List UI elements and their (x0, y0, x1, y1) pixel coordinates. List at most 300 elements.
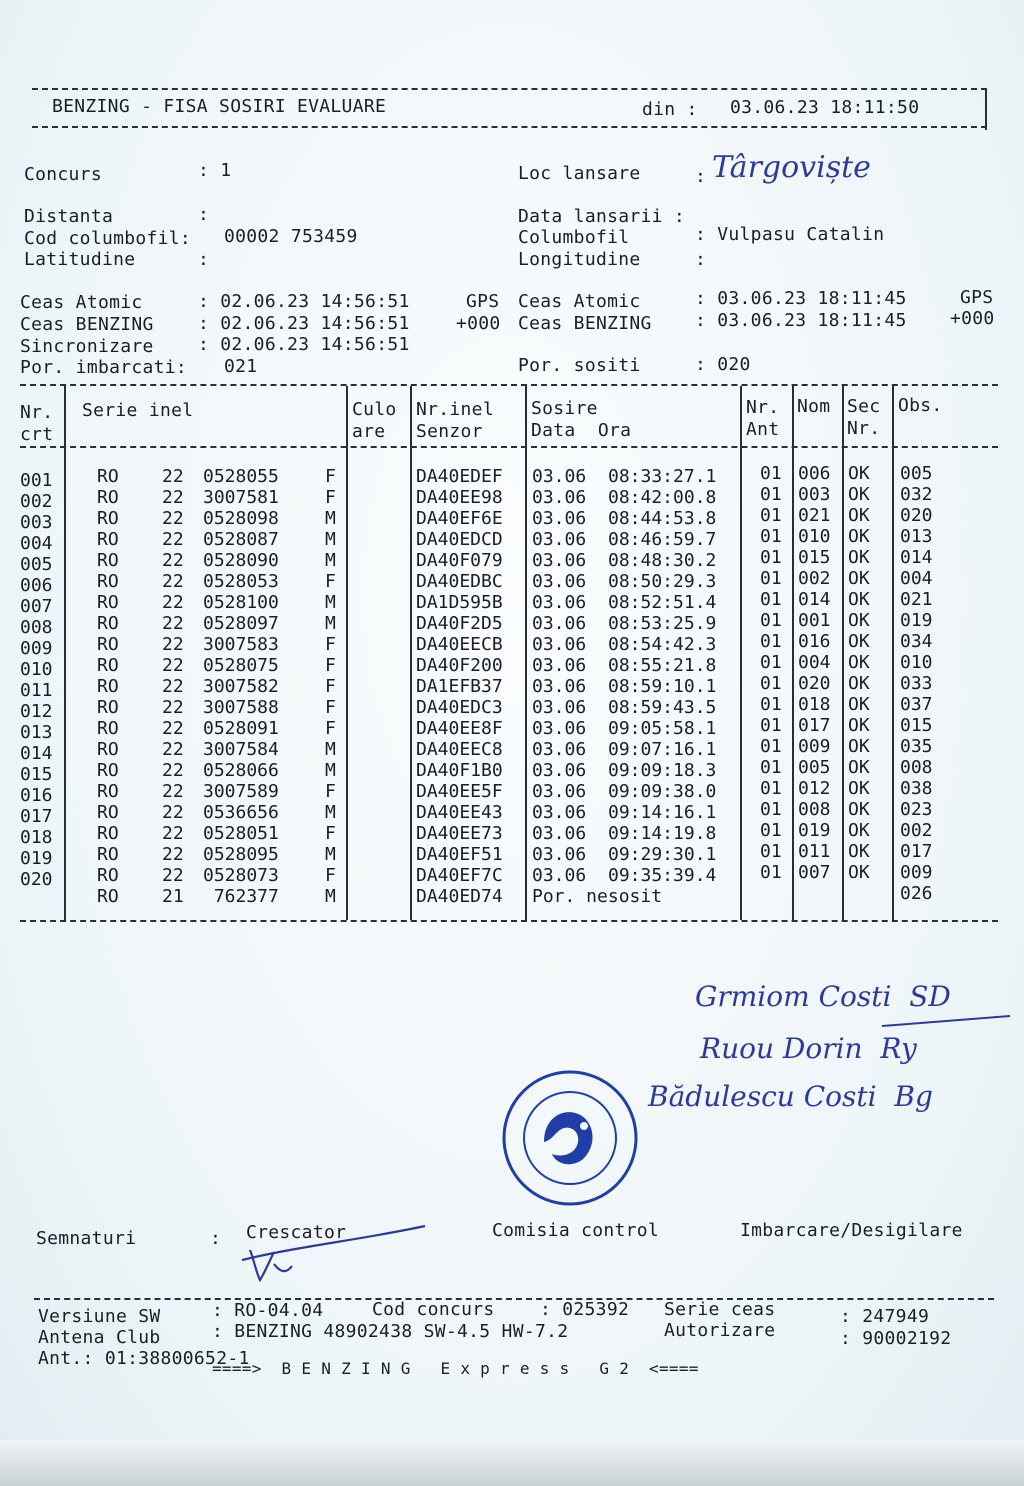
row-an: 22 (162, 823, 184, 844)
row-nr: 017 (20, 806, 53, 827)
row-ant: 01 (760, 547, 782, 568)
header-senzor: Senzor (416, 421, 483, 442)
row-obs: 038 (900, 778, 933, 799)
row-nr: 014 (20, 743, 53, 764)
row-nom: 010 (798, 526, 831, 547)
row-senzor: DA40F1B0 (416, 760, 503, 781)
row-sex: M (325, 508, 336, 529)
row-an: 22 (162, 865, 184, 886)
longitudine-label: Longitudine (518, 249, 641, 270)
versiune-sw-value: : RO-04.04 (212, 1300, 324, 1321)
row-ora: 09:14:19.8 (608, 823, 717, 844)
ceas-benzing-suffix-right: +000 (950, 308, 995, 329)
ceas-benzing-label-right: Ceas BENZING (518, 313, 652, 334)
row-nom: 011 (798, 841, 831, 862)
header-are: are (352, 421, 386, 442)
por-sositi-value: : 020 (695, 354, 751, 375)
row-obs: 005 (900, 463, 933, 484)
row-an: 22 (162, 487, 184, 508)
ceas-benzing-value-right: : 03.06.23 18:11:45 (695, 310, 907, 331)
row-sec: OK (848, 568, 870, 589)
columbofil-value: : Vulpasu Catalin (695, 224, 885, 245)
row-tara: RO (97, 886, 119, 907)
row-senzor: DA1D595B (416, 592, 503, 613)
por-imbarcati-value: 021 (224, 356, 258, 377)
imbarcare-label: Imbarcare/Desigilare (740, 1220, 963, 1241)
ceas-atomic-value-right: : 03.06.23 18:11:45 (695, 288, 907, 309)
row-senzor: DA40ED74 (416, 886, 503, 907)
row-inel: 3007589 (203, 781, 279, 802)
antena-club-value: : BENZING 48902438 SW-4.5 HW-7.2 (212, 1321, 569, 1342)
row-data: 03.06 (532, 655, 587, 676)
data-lansarii-label: Data lansarii : (518, 206, 686, 227)
row-ant: 01 (760, 862, 782, 883)
row-tara: RO (97, 634, 119, 655)
row-sex: F (325, 697, 336, 718)
table-row (0, 883, 1000, 908)
autorizare-label: Autorizare (664, 1320, 776, 1341)
row-sex: F (325, 676, 336, 697)
row-sex: F (325, 487, 336, 508)
row-ant: 01 (760, 568, 782, 589)
row-sex: M (325, 739, 336, 760)
row-tara: RO (97, 823, 119, 844)
row-obs: 023 (900, 799, 933, 820)
row-sex: F (325, 781, 336, 802)
row-inel: 0528087 (203, 529, 279, 550)
row-tara: RO (97, 550, 119, 571)
row-tara: RO (97, 487, 119, 508)
row-data: 03.06 (532, 718, 587, 739)
row-obs: 009 (900, 862, 933, 883)
ceas-atomic-label-left: Ceas Atomic (20, 292, 143, 313)
row-nom: 016 (798, 631, 831, 652)
row-ora: 08:52:51.4 (608, 592, 717, 613)
row-ora: 08:53:25.9 (608, 613, 717, 634)
row-ant: 01 (760, 631, 782, 652)
row-data: 03.06 (532, 592, 587, 613)
row-nr: 015 (20, 764, 53, 785)
row-nom: 019 (798, 820, 831, 841)
row-data: 03.06 (532, 781, 587, 802)
row-sec: OK (848, 610, 870, 631)
row-obs: 020 (900, 505, 933, 526)
row-inel: 0528097 (203, 613, 279, 634)
row-sec: OK (848, 505, 870, 526)
row-inel: 0528075 (203, 655, 279, 676)
row-obs: 015 (900, 715, 933, 736)
row-ant: 01 (760, 694, 782, 715)
sincronizare-label: Sincronizare (20, 336, 154, 357)
header-sosire: Sosire (531, 398, 598, 419)
row-inel: 0528053 (203, 571, 279, 592)
distanta-label: Distanta (24, 206, 114, 227)
row-an: 22 (162, 529, 184, 550)
row-nr: 003 (20, 512, 53, 533)
row-sec: OK (848, 547, 870, 568)
comisia-control-label: Comisia control (492, 1220, 660, 1241)
row-ant: 01 (760, 589, 782, 610)
row-inel: 0528066 (203, 760, 279, 781)
row-senzor: DA40EDC3 (416, 697, 503, 718)
row-ant: 01 (760, 799, 782, 820)
row-ant: 01 (760, 715, 782, 736)
row-tara: RO (97, 781, 119, 802)
row-senzor: DA40F200 (416, 655, 503, 676)
row-inel: 3007583 (203, 634, 279, 655)
cod-columbofil-value: 00002 753459 (224, 226, 358, 247)
row-sex: M (325, 760, 336, 781)
concurs-label: Concurs (24, 164, 102, 185)
row-sec: OK (848, 820, 870, 841)
loc-lansare-colon: : (695, 166, 707, 187)
row-an: 22 (162, 508, 184, 529)
row-nr: 008 (20, 617, 53, 638)
row-obs: 013 (900, 526, 933, 547)
row-sec: OK (848, 799, 870, 820)
row-an: 22 (162, 466, 184, 487)
row-inel: 3007588 (203, 697, 279, 718)
row-ora: 09:35:39.4 (608, 865, 717, 886)
row-tara: RO (97, 655, 119, 676)
row-ant: 01 (760, 736, 782, 757)
row-nr: 001 (20, 470, 53, 491)
row-ant: 01 (760, 841, 782, 862)
row-inel: 0528095 (203, 844, 279, 865)
row-nom: 020 (798, 673, 831, 694)
header-sec-nr: Nr. (847, 418, 881, 439)
row-ora: 08:33:27.1 (608, 466, 717, 487)
header-crt: crt (20, 424, 54, 445)
row-sex: F (325, 466, 336, 487)
por-sositi-label: Por. sositi (518, 355, 641, 376)
row-tara: RO (97, 718, 119, 739)
row-obs: 021 (900, 589, 933, 610)
row-ora: 09:14:16.1 (608, 802, 717, 823)
semnaturi-label: Semnaturi (36, 1228, 137, 1249)
header-sec: Sec (847, 396, 881, 417)
row-ant: 01 (760, 484, 782, 505)
row-senzor: DA40F079 (416, 550, 503, 571)
row-obs: 033 (900, 673, 933, 694)
row-nr: 020 (20, 869, 53, 890)
row-ora: 08:59:10.1 (608, 676, 717, 697)
row-obs: 017 (900, 841, 933, 862)
row-tara: RO (97, 697, 119, 718)
row-nom: 014 (798, 589, 831, 610)
row-senzor: DA40EE43 (416, 802, 503, 823)
cod-concurs-label: Cod concurs (372, 1299, 495, 1320)
row-ora: 08:50:29.3 (608, 571, 717, 592)
row-tara: RO (97, 613, 119, 634)
row-data: 03.06 (532, 571, 587, 592)
header-right-edge (985, 90, 987, 130)
row-data: 03.06 (532, 865, 587, 886)
sincronizare-value: : 02.06.23 14:56:51 (198, 334, 410, 355)
row-senzor: DA1EFB37 (416, 676, 503, 697)
por-imbarcati-label: Por. imbarcati: (20, 357, 188, 378)
row-tara: RO (97, 571, 119, 592)
row-data: 03.06 (532, 760, 587, 781)
distanta-colon: : (198, 204, 210, 225)
row-nom: 001 (798, 610, 831, 631)
row-sec: OK (848, 715, 870, 736)
row-senzor: DA40EF51 (416, 844, 503, 865)
din-label: din : (642, 99, 698, 120)
row-sec: OK (848, 589, 870, 610)
row-an: 22 (162, 739, 184, 760)
row-data: 03.06 (532, 529, 587, 550)
signature-stroke-1 (880, 1000, 1020, 1040)
row-ora: 08:59:43.5 (608, 697, 717, 718)
row-an: 22 (162, 844, 184, 865)
benzing-brand-line: ====> B E N Z I N G E x p r e s s G 2 <==== (212, 1359, 699, 1378)
table-top-rule (20, 384, 998, 386)
header-nr: Nr. (20, 402, 54, 423)
header-top-rule (32, 88, 987, 90)
row-sec: OK (848, 673, 870, 694)
header-data-ora: Data Ora (531, 420, 632, 441)
row-senzor: DA40EE73 (416, 823, 503, 844)
serie-ceas-value: : 247949 (840, 1306, 930, 1327)
cod-concurs-value: : 025392 (540, 1299, 630, 1320)
row-sex: M (325, 844, 336, 865)
ceas-atomic-suffix-left: GPS (466, 291, 500, 312)
latitudine-colon: : (198, 249, 210, 270)
row-tara: RO (97, 676, 119, 697)
ceas-atomic-label-right: Ceas Atomic (518, 291, 641, 312)
row-obs: 032 (900, 484, 933, 505)
row-an: 22 (162, 781, 184, 802)
row-data: 03.06 (532, 550, 587, 571)
row-nom: 017 (798, 715, 831, 736)
row-sex: F (325, 655, 336, 676)
row-ant: 01 (760, 526, 782, 547)
row-data: 03.06 (532, 739, 587, 760)
row-nom: 009 (798, 736, 831, 757)
row-sec: OK (848, 841, 870, 862)
row-nom: 018 (798, 694, 831, 715)
row-senzor: DA40EDEF (416, 466, 503, 487)
row-sec: OK (848, 694, 870, 715)
row-an: 22 (162, 550, 184, 571)
row-obs: 014 (900, 547, 933, 568)
handwritten-name-1: Grmiom Costi SD (695, 980, 951, 1013)
header-culo: Culo (352, 399, 397, 420)
serie-ceas-label: Serie ceas (664, 1299, 776, 1320)
row-sex: F (325, 718, 336, 739)
antena-club-label: Antena Club (38, 1327, 161, 1348)
row-nr: 006 (20, 575, 53, 596)
row-ora: 08:44:53.8 (608, 508, 717, 529)
row-sec: OK (848, 652, 870, 673)
row-ant: 01 (760, 505, 782, 526)
table-header-rule (20, 446, 998, 448)
row-tara: RO (97, 529, 119, 550)
semnaturi-colon: : (210, 1228, 222, 1249)
row-nr: 018 (20, 827, 53, 848)
document-title: BENZING - FISA SOSIRI EVALUARE (52, 96, 387, 117)
row-nom: 003 (798, 484, 831, 505)
row-nr: 013 (20, 722, 53, 743)
header-obs: Obs. (898, 395, 943, 416)
row-nr: 004 (20, 533, 53, 554)
row-nom: 021 (798, 505, 831, 526)
row-sex: M (325, 550, 336, 571)
row-tara: RO (97, 466, 119, 487)
row-an: 22 (162, 613, 184, 634)
row-sex: F (325, 571, 336, 592)
row-data: 03.06 (532, 487, 587, 508)
row-inel: 0528100 (203, 592, 279, 613)
row-senzor: DA40EE98 (416, 487, 503, 508)
row-ant: 01 (760, 463, 782, 484)
header-ant: Ant (746, 419, 780, 440)
row-tara: RO (97, 865, 119, 886)
footer-top-rule (34, 1298, 994, 1300)
row-data: 03.06 (532, 613, 587, 634)
row-senzor: DA40EF7C (416, 865, 503, 886)
row-nom: 008 (798, 799, 831, 820)
row-sex: M (325, 886, 336, 907)
row-nom: 002 (798, 568, 831, 589)
row-sex: F (325, 865, 336, 886)
row-an: 22 (162, 718, 184, 739)
row-ant: 01 (760, 757, 782, 778)
row-ora: 09:05:58.1 (608, 718, 717, 739)
row-sec: OK (848, 757, 870, 778)
row-ora: 09:09:38.0 (608, 781, 717, 802)
row-sec: OK (848, 484, 870, 505)
ceas-benzing-label-left: Ceas BENZING (20, 314, 154, 335)
row-inel: 762377 (203, 886, 279, 907)
crescator-signature (240, 1220, 430, 1290)
row-ora: 08:48:30.2 (608, 550, 717, 571)
row-obs: 004 (900, 568, 933, 589)
row-nr: 019 (20, 848, 53, 869)
header-nr-ant: Nr. (746, 397, 780, 418)
row-an: 22 (162, 676, 184, 697)
row-sex: F (325, 823, 336, 844)
row-inel: 0528073 (203, 865, 279, 886)
row-senzor: DA40EEC8 (416, 739, 503, 760)
row-sec: OK (848, 862, 870, 883)
row-sex: M (325, 802, 336, 823)
row-sex: M (325, 529, 336, 550)
latitudine-label: Latitudine (24, 249, 136, 270)
row-sec: OK (848, 463, 870, 484)
concurs-value: : 1 (198, 160, 232, 181)
row-inel: 0528091 (203, 718, 279, 739)
row-data: 03.06 (532, 508, 587, 529)
row-inel: 0528051 (203, 823, 279, 844)
header-bottom-rule (32, 126, 987, 128)
longitudine-colon: : (695, 249, 707, 270)
row-nr: 002 (20, 491, 53, 512)
row-tara: RO (97, 508, 119, 529)
row-nr: 005 (20, 554, 53, 575)
ceas-benzing-value-left: : 02.06.23 14:56:51 (198, 313, 410, 334)
cod-columbofil-label: Cod columbofil: (24, 228, 192, 249)
row-inel: 0528055 (203, 466, 279, 487)
ceas-benzing-suffix-left: +000 (456, 313, 501, 334)
row-ora: 08:46:59.7 (608, 529, 717, 550)
row-senzor: DA40F2D5 (416, 613, 503, 634)
row-nr: 012 (20, 701, 53, 722)
row-nr: 016 (20, 785, 53, 806)
row-sex: F (325, 634, 336, 655)
row-an: 21 (162, 886, 184, 907)
row-data: 03.06 (532, 802, 587, 823)
row-inel: 3007582 (203, 676, 279, 697)
row-inel: 3007584 (203, 739, 279, 760)
row-senzor: DA40EE5F (416, 781, 503, 802)
header-serie-inel: Serie inel (82, 400, 194, 421)
header-nom: Nom (797, 396, 831, 417)
row-sex: M (325, 613, 336, 634)
row-senzor: DA40EECB (416, 634, 503, 655)
row-tara: RO (97, 760, 119, 781)
row-ora: 08:55:21.8 (608, 655, 717, 676)
row-obs: 026 (900, 883, 933, 904)
row-nr: 010 (20, 659, 53, 680)
row-nr: 009 (20, 638, 53, 659)
loc-lansare-label: Loc lansare (518, 163, 641, 184)
ceas-atomic-suffix-right: GPS (960, 287, 994, 308)
row-ora: 08:54:42.3 (608, 634, 717, 655)
row-obs: 008 (900, 757, 933, 778)
header-nr-inel: Nr.inel (416, 399, 494, 420)
row-data: 03.06 (532, 634, 587, 655)
row-ant: 01 (760, 673, 782, 694)
row-data: 03.06 (532, 844, 587, 865)
row-sec: OK (848, 526, 870, 547)
row-obs: 010 (900, 652, 933, 673)
row-data: 03.06 (532, 676, 587, 697)
row-inel: 0528098 (203, 508, 279, 529)
row-ant: 01 (760, 778, 782, 799)
page-bottom-edge (0, 1440, 1024, 1486)
row-sec: OK (848, 631, 870, 652)
row-ora: 09:29:30.1 (608, 844, 717, 865)
row-an: 22 (162, 634, 184, 655)
association-stamp (500, 1068, 640, 1208)
row-nr: 011 (20, 680, 53, 701)
autorizare-value: : 90002192 (840, 1328, 952, 1349)
handwritten-name-2: Ruou Dorin Ry (700, 1032, 917, 1065)
row-obs: 035 (900, 736, 933, 757)
row-tara: RO (97, 802, 119, 823)
columbofil-label: Columbofil (518, 227, 630, 248)
row-an: 22 (162, 802, 184, 823)
versiune-sw-label: Versiune SW (38, 1306, 161, 1327)
row-data: 03.06 (532, 466, 587, 487)
report-datetime: 03.06.23 18:11:50 (730, 97, 920, 118)
loc-lansare-handwritten: Târgoviște (712, 150, 871, 185)
row-senzor: DA40EF6E (416, 508, 503, 529)
row-ant: 01 (760, 652, 782, 673)
row-nr: 007 (20, 596, 53, 617)
row-nom: 015 (798, 547, 831, 568)
row-nom: 005 (798, 757, 831, 778)
row-an: 22 (162, 571, 184, 592)
row-ora: 08:42:00.8 (608, 487, 717, 508)
ceas-atomic-value-left: : 02.06.23 14:56:51 (198, 291, 410, 312)
row-nom: 012 (798, 778, 831, 799)
crescator-label: Crescator (246, 1222, 347, 1243)
row-nom: 007 (798, 862, 831, 883)
row-obs: 019 (900, 610, 933, 631)
